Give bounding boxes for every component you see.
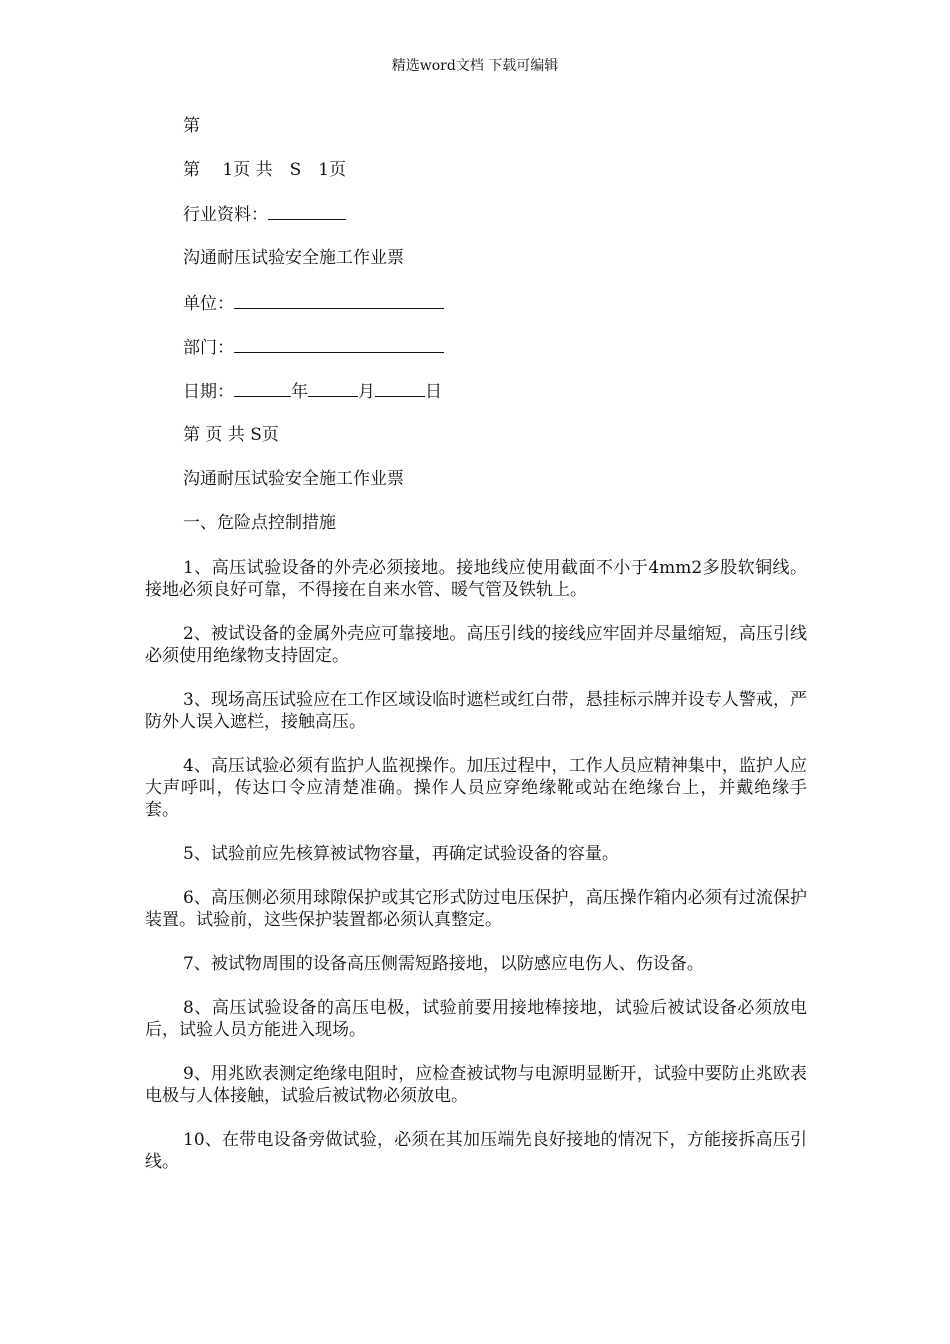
page-count: 第 1页 共 S 1页 <box>183 160 347 180</box>
industry-label: 行业资料： <box>183 205 268 225</box>
industry-line <box>183 203 346 226</box>
measure-paragraph-5: 5、试验前应先核算被试物容量，再确定试验设备的容量。 <box>183 844 619 864</box>
measure-paragraph-8: 8、高压试验设备的高压电极，试验前要用接地棒接地，试验后被试设备必须放电后，试验人员方能进入现场。 <box>145 998 807 1040</box>
industry-blank <box>268 203 346 220</box>
year-label: 年 <box>291 382 308 402</box>
measure-paragraph-9: 9、用兆欧表测定绝缘电阻时，应检查被试物与电源明显断开，试验中要防止兆欧表电极与人体接触，试验后被试物必须放电。 <box>145 1064 807 1106</box>
measure-paragraph-1: 1、高压试验设备的外壳必须接地。接地线应使用截面不小于4mm2多股软铜线。接地必须良好可靠，不得接在自来水管、暖气管及铁轨上。 <box>145 558 807 600</box>
page-count-2: 第 页 共 S页 <box>183 425 279 445</box>
unit-line <box>183 292 444 315</box>
document-title: 沟通耐压试验安全施工作业票 <box>183 248 404 268</box>
unit-label: 单位： <box>183 294 234 314</box>
day-label: 日 <box>425 382 442 402</box>
year-blank <box>234 380 291 397</box>
page-label: 第 <box>183 116 200 136</box>
unit-blank <box>234 292 444 309</box>
measure-paragraph-7: 7、被试物周围的设备高压侧需短路接地，以防感应电伤人、伤设备。 <box>183 954 704 974</box>
document-title-2: 沟通耐压试验安全施工作业票 <box>183 469 404 489</box>
dept-blank <box>234 336 444 353</box>
page-header: 精选word文档 下载可编辑 <box>391 58 559 74</box>
measure-paragraph-4: 4、高压试验必须有监护人监视操作。加压过程中，工作人员应精神集中，监护人应大声呼叫，传达口令应清楚准确。操作人员应穿绝缘靴或站在绝缘台上，并戴绝缘手套。 <box>145 756 807 820</box>
month-label: 月 <box>358 382 375 402</box>
day-blank <box>375 380 425 397</box>
measure-paragraph-10: 10、在带电设备旁做试验，必须在其加压端先良好接地的情况下，方能接拆高压引线。 <box>145 1130 807 1172</box>
dept-line <box>183 336 444 359</box>
date-label: 日期： <box>183 382 234 402</box>
measure-paragraph-6: 6、高压侧必须用球隙保护或其它形式防过电压保护，高压操作箱内必须有过流保护装置。试验前，这些保护装置都必须认真整定。 <box>145 888 807 930</box>
month-blank <box>308 380 358 397</box>
measure-paragraph-2: 2、被试设备的金属外壳应可靠接地。高压引线的接线应牢固并尽量缩短，高压引线必须使用绝缘物支持固定。 <box>145 624 807 666</box>
date-line <box>183 380 442 403</box>
measure-paragraph-3: 3、现场高压试验应在工作区域设临时遮栏或红白带，悬挂标示牌并设专人警戒，严防外人误入遮栏，接触高压。 <box>145 690 807 732</box>
dept-label: 部门： <box>183 338 234 358</box>
section-heading: 一、危险点控制措施 <box>183 513 336 533</box>
